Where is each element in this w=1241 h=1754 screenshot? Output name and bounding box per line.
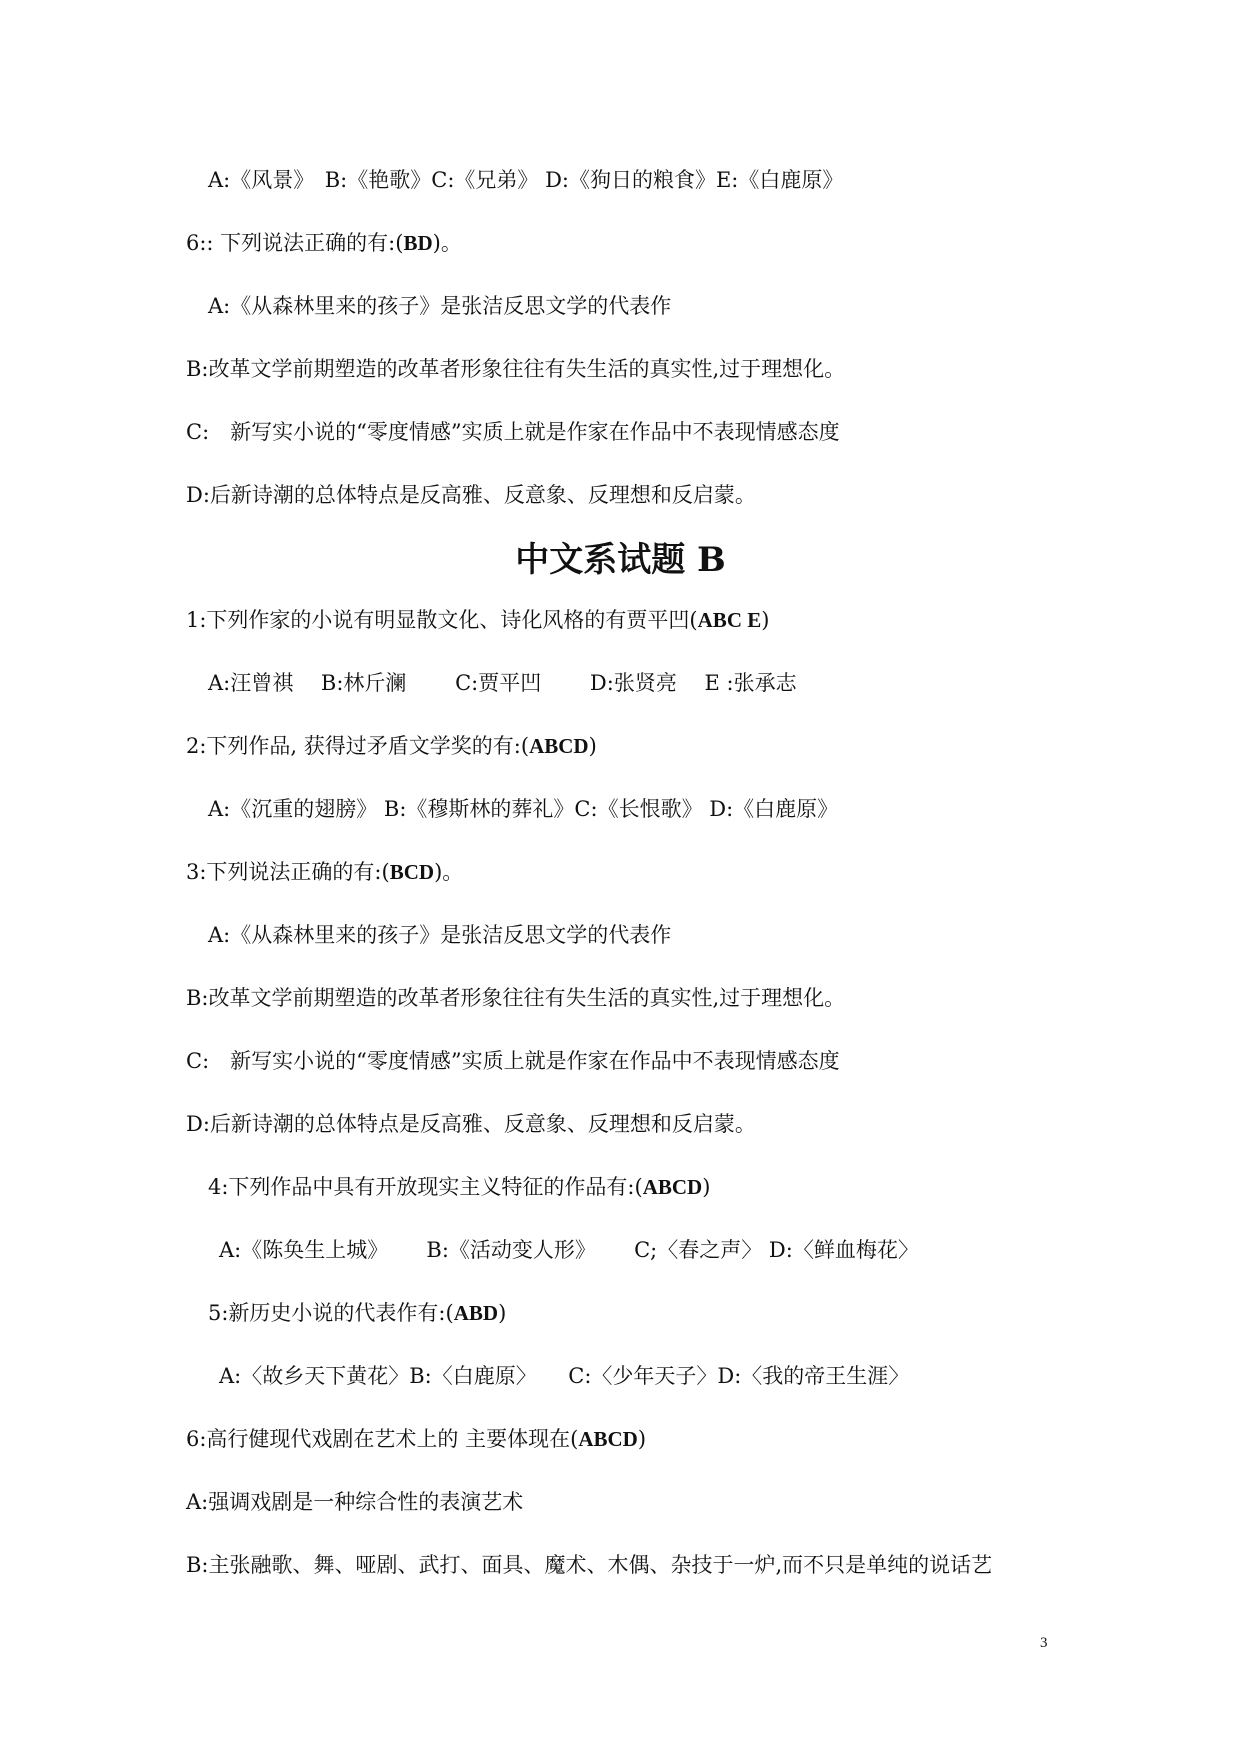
question-2: 2:下列作品, 获得过矛盾文学奖的有:(ABCD): [186, 734, 597, 758]
question-3: 3:下列说法正确的有:(BCD)。: [186, 860, 464, 884]
question-4-options: A:《陈奂生上城》 B:《活动变人形》 C;〈春之声〉 D:〈鲜血梅花〉: [219, 1238, 919, 1262]
q5-options-prev: A:《风景》 B:《艳歌》C:《兄弟》 D:《狗日的粮食》E:《白鹿原》: [208, 168, 844, 192]
option-a: A:《从森林里来的孩子》是张洁反思文学的代表作: [208, 294, 672, 318]
question-6: 6:高行健现代戏剧在艺术上的 主要体现在(ABCD): [186, 1427, 647, 1451]
answer-key: BCD: [389, 860, 435, 884]
question-5: 5:新历史小说的代表作有:(ABD): [208, 1301, 507, 1325]
answer-key: ABCD: [642, 1175, 703, 1199]
option-b: B:主张融歌、舞、哑剧、武打、面具、魔术、木偶、杂技于一炉,而不只是单纯的说话艺: [186, 1553, 993, 1577]
option-b: B:改革文学前期塑造的改革者形象往往有失生活的真实性,过于理想化。: [186, 986, 846, 1010]
question-2-options: A:《沉重的翅膀》 B:《穆斯林的葬礼》C:《长恨歌》 D:《白鹿原》: [208, 797, 839, 821]
answer-key: ABCD: [578, 1427, 638, 1451]
question-1-options: A:汪曾祺 B:林斤澜 C:贾平凹 D:张贤亮 E :张承志: [208, 671, 797, 695]
page-number: 3: [1040, 1635, 1048, 1651]
answer-key: ABD: [453, 1301, 499, 1325]
answer-key: ABC E: [697, 608, 762, 632]
option-b: B:改革文学前期塑造的改革者形象往往有失生活的真实性,过于理想化。: [186, 357, 846, 381]
question-5-options: A:〈故乡天下黄花〉B:〈白鹿原〉 C:〈少年天子〉D:〈我的帝王生涯〉: [219, 1364, 910, 1388]
option-a: A:强调戏剧是一种综合性的表演艺术: [186, 1490, 524, 1514]
answer-key: BD: [403, 231, 433, 255]
option-d: D:后新诗潮的总体特点是反高雅、反意象、反理想和反启蒙。: [186, 1112, 756, 1136]
answer-key: ABCD: [529, 734, 589, 758]
option-c: C: 新写实小说的“零度情感”实质上就是作家在作品中不表现情感态度: [186, 420, 840, 444]
section-title: 中文系试题 B: [515, 540, 726, 580]
question-6-prev: 6:: 下列说法正确的有:(BD)。: [186, 231, 462, 255]
option-d: D:后新诗潮的总体特点是反高雅、反意象、反理想和反启蒙。: [186, 483, 756, 507]
question-4: 4:下列作品中具有开放现实主义特征的作品有:(ABCD): [208, 1175, 711, 1199]
option-a: A:《从森林里来的孩子》是张洁反思文学的代表作: [208, 923, 672, 947]
question-1: 1:下列作家的小说有明显散文化、诗化风格的有贾平凹(ABC E): [186, 608, 770, 632]
option-c: C: 新写实小说的“零度情感”实质上就是作家在作品中不表现情感态度: [186, 1049, 840, 1073]
